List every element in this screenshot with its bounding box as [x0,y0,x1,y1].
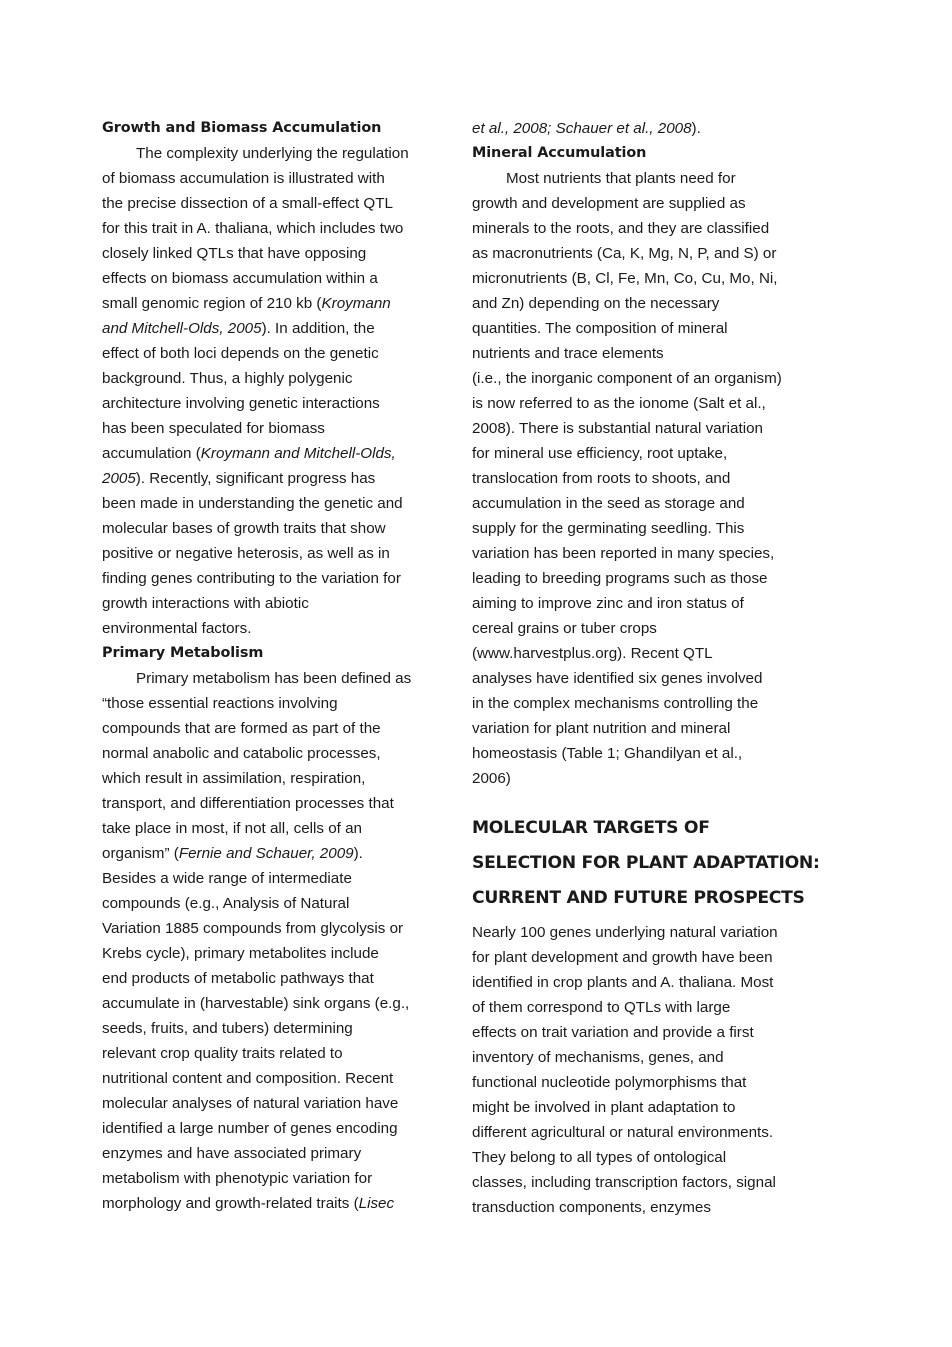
section-heading: Growth and Biomass Accumulation [102,120,382,136]
body-text-line: closely linked QTLs that have opposing [102,245,367,262]
body-text-line: Variation 1885 compounds from glycolysis or [102,920,404,937]
body-text-line: micronutrients (B, Cl, Fe, Mn, Co, Cu, Mo, Ni, [472,270,778,287]
body-text-line: compounds that are formed as part of the [102,720,381,737]
major-section-heading: SELECTION FOR PLANT ADAPTATION: [472,853,820,873]
body-text-line: (i.e., the inorganic component of an organism) [472,370,782,387]
body-text-line: leading to breeding programs such as those [472,570,768,587]
body-text-line: 2006) [472,770,511,787]
left-column [102,116,447,1216]
body-text-line: Most nutrients that plants need for [506,170,736,187]
body-text-line: accumulation in the seed as storage and [472,495,745,512]
body-text-line: aiming to improve zinc and iron status of [472,595,744,612]
body-text-line: Primary metabolism has been defined as [136,670,412,687]
body-text-line: identified a large number of genes encoding [102,1120,398,1137]
body-text-line: compounds (e.g., Analysis of Natural [102,895,350,912]
body-text-line: in the complex mechanisms controlling the [472,695,759,712]
body-text-line: transport, and differentiation processes that [102,795,394,812]
body-text-line: growth interactions with abiotic [102,595,309,612]
body-text-line: relevant crop quality traits related to [102,1045,343,1062]
body-text-line: been made in understanding the genetic and [102,495,403,512]
body-text-line: They belong to all types of ontological [472,1149,727,1166]
body-text-line: for mineral use efficiency, root uptake, [472,445,728,462]
section-heading: Mineral Accumulation [472,145,647,161]
body-text-line: and Zn) depending on the necessary [472,295,720,312]
body-text-line: of them correspond to QTLs with large [472,999,731,1016]
body-text-line: identified in crop plants and A. thaliana. Most [472,974,774,991]
body-text-line: and Mitchell-Olds, 2005). In addition, the [102,320,375,337]
body-text-line: Besides a wide range of intermediate [102,870,352,887]
body-text-line: 2005). Recently, significant progress has [102,470,376,487]
body-text-line: normal anabolic and catabolic processes, [102,745,381,762]
body-text-line: effects on biomass accumulation within a [102,270,378,287]
body-text-line: effects on trait variation and provide a first [472,1024,754,1041]
section-heading: Primary Metabolism [102,645,264,661]
body-text-line: which result in assimilation, respiration, [102,770,366,787]
body-text-line: variation has been reported in many species, [472,545,775,562]
body-text-line: variation for plant nutrition and mineral [472,720,731,737]
major-section-heading: MOLECULAR TARGETS OF [472,818,710,838]
major-section-heading: CURRENT AND FUTURE PROSPECTS [472,888,805,908]
body-text-line: environmental factors. [102,620,252,637]
body-text-line: inventory of mechanisms, genes, and [472,1049,724,1066]
body-text-line: “those essential reactions involving [102,695,338,712]
body-text-line: transduction components, enzymes [472,1199,711,1216]
body-text-line: end products of metabolic pathways that [102,970,374,987]
body-text-line: accumulation (Kroymann and Mitchell-Olds, [102,445,396,462]
body-text-line: for this trait in A. thaliana, which includes two [102,220,404,237]
body-text-line: 2008). There is substantial natural variation [472,420,763,437]
body-text-line: background. Thus, a highly polygenic [102,370,353,387]
body-text-line: minerals to the roots, and they are classified [472,220,770,237]
body-text-line: finding genes contributing to the variation for [102,570,401,587]
body-text-line: as macronutrients (Ca, K, Mg, N, P, and S) or [472,245,777,262]
body-text-line: growth and development are supplied as [472,195,746,212]
body-text-line: morphology and growth-related traits (Lisec [102,1195,395,1212]
body-text-line: architecture involving genetic interactions [102,395,380,412]
body-text-line: has been speculated for biomass [102,420,325,437]
body-text-line: small genomic region of 210 kb (Kroymann [102,295,391,312]
body-text-line: classes, including transcription factors, signal [472,1174,776,1191]
body-text-line: enzymes and have associated primary [102,1145,362,1162]
body-text-line: might be involved in plant adaptation to [472,1099,736,1116]
body-text-line: effect of both loci depends on the genetic [102,345,379,362]
body-text-line: Krebs cycle), primary metabolites include [102,945,379,962]
body-text-line: positive or negative heterosis, as well as in [102,545,390,562]
body-text-line: functional nucleotide polymorphisms that [472,1074,747,1091]
body-text-line: take place in most, if not all, cells of an [102,820,363,837]
body-text-line: molecular bases of growth traits that show [102,520,386,537]
body-text-line: accumulate in (harvestable) sink organs (e.g., [102,995,410,1012]
right-column [472,116,820,1220]
body-text-line: (www.harvestplus.org). Recent QTL [472,645,713,662]
body-text-line: translocation from roots to shoots, and [472,470,731,487]
body-text-line: the precise dissection of a small-effect QTL [102,195,393,212]
body-text-line: for plant development and growth have been [472,949,773,966]
body-text-line: homeostasis (Table 1; Ghandilyan et al., [472,745,743,762]
body-text-line: cereal grains or tuber crops [472,620,657,637]
body-text-line: metabolism with phenotypic variation for [102,1170,373,1187]
body-text-line: organism” (Fernie and Schauer, 2009). [102,845,363,862]
body-text-line: different agricultural or natural environments. [472,1124,774,1141]
body-text-line: nutrients and trace elements [472,345,664,362]
body-text-line: The complexity underlying the regulation [136,145,409,162]
body-text-line: nutritional content and composition. Recent [102,1070,394,1087]
body-text-line: of biomass accumulation is illustrated with [102,170,385,187]
body-text-line: Nearly 100 genes underlying natural variation [472,924,778,941]
body-text-line: seeds, fruits, and tubers) determining [102,1020,353,1037]
body-text-line: molecular analyses of natural variation have [102,1095,399,1112]
body-text-line: is now referred to as the ionome (Salt et al., [472,395,766,412]
body-text-line: supply for the germinating seedling. This [472,520,745,537]
body-text-line: analyses have identified six genes involved [472,670,763,687]
body-text-line: et al., 2008; Schauer et al., 2008). [472,120,701,137]
body-text-line: quantities. The composition of mineral [472,320,728,337]
